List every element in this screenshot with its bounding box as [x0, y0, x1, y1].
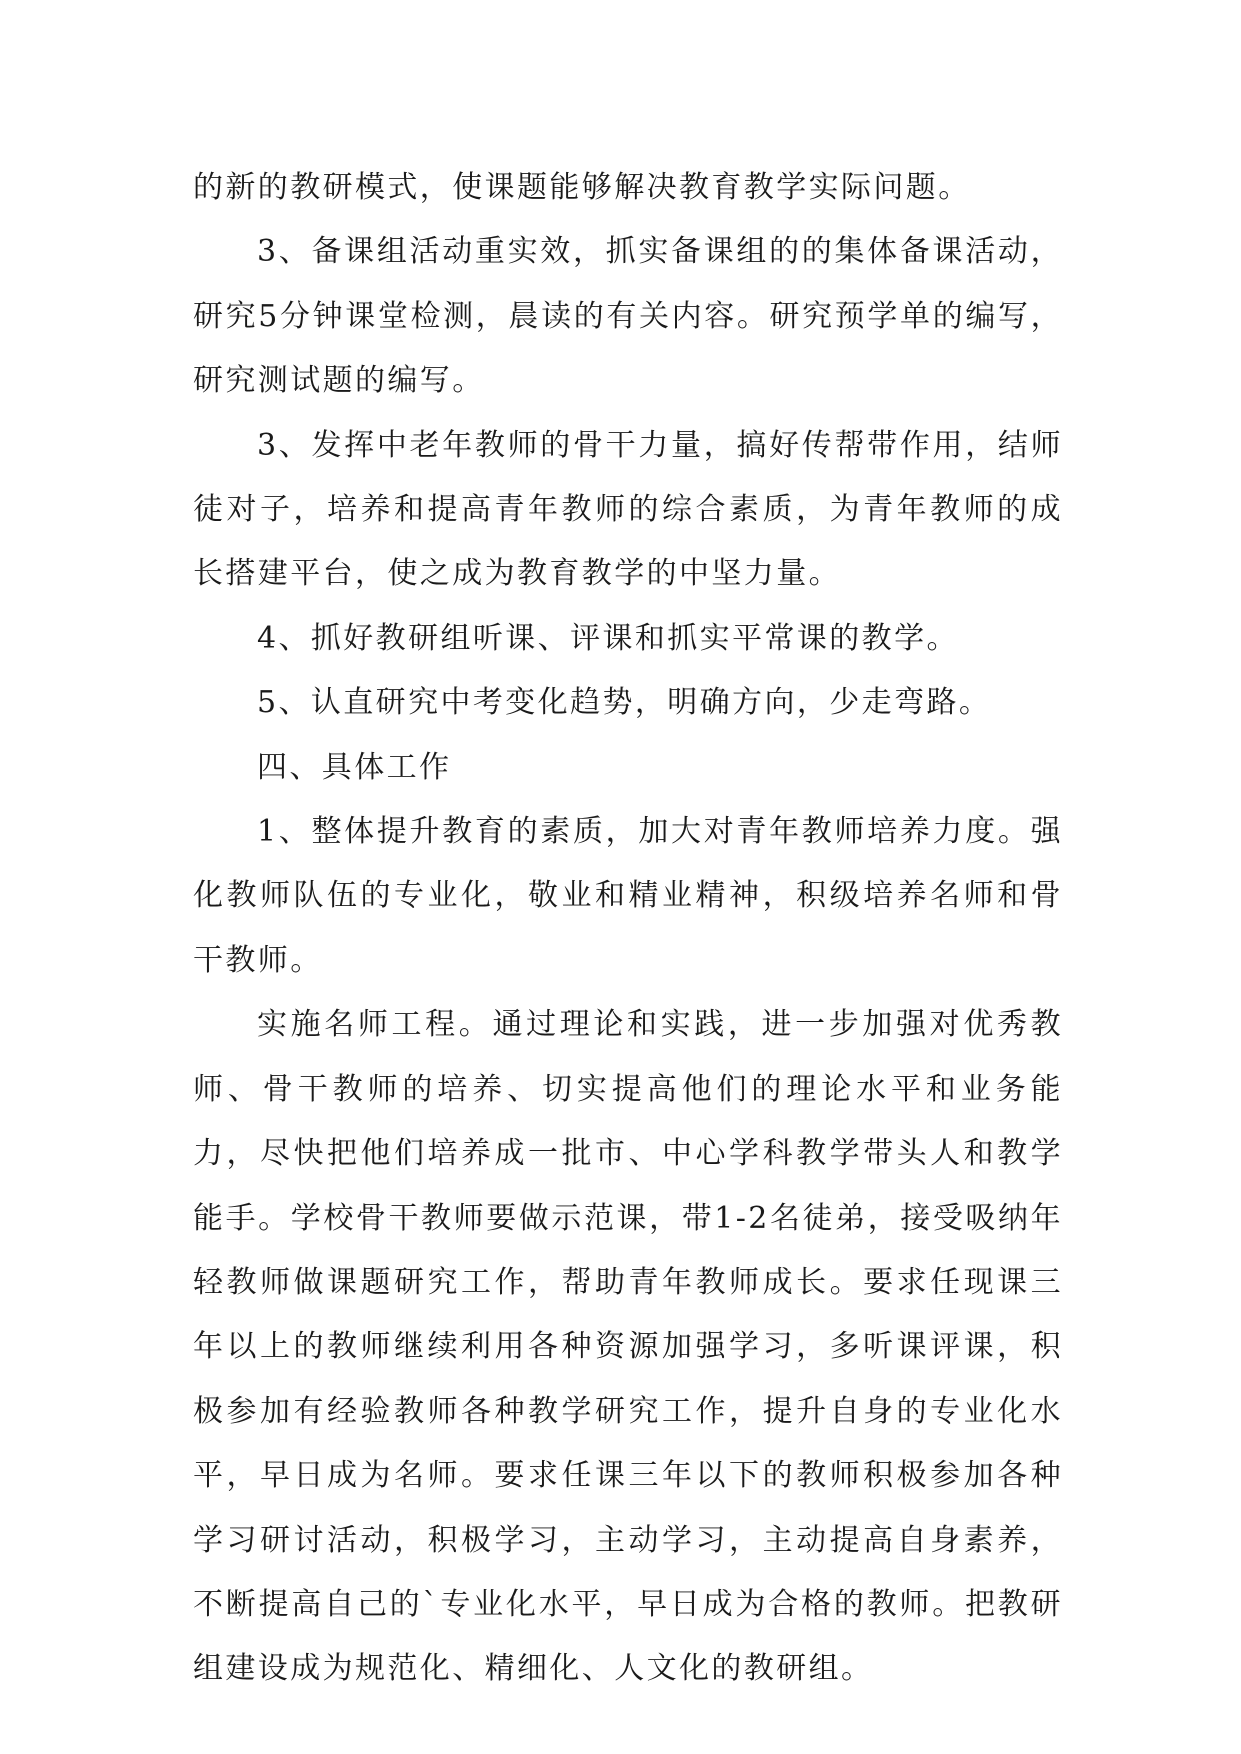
- section-heading-specific-work: 四、具体工作: [257, 749, 452, 785]
- paragraph-quality: 1、整体提升教育的素质，加大对青年教师培养力度。强化教师队伍的专业化，敬业和精业精神，积级培养名师和骨干教师。: [193, 814, 1063, 978]
- document-body: [193, 156, 1063, 1702]
- paragraph-continuation: 的新的教研模式，使课题能够解决教育教学实际问题。: [193, 170, 971, 205]
- paragraph-observation: 4、抓好教研组听课、评课和抓实平常课的教学。: [257, 620, 959, 656]
- paragraph-mentoring: 3、发挥中老年教师的骨干力量，搞好传帮带作用，结师徒对子，培养和提高青年教师的综合素质，为青年教师的成长搭建平台，使之成为教育教学的中坚力量。: [193, 427, 1063, 592]
- paragraph-master-teacher: 实施名师工程。通过理论和实践，进一步加强对优秀教师、骨干教师的培养、切实提高他们的理论水平和业务能力，尽快把他们培养成一批市、中心学科教学带头人和教学能手。学校骨干教师要做示范课，带1-2名徒弟，接受吸纳年轻教师做课题研究工作，帮助青年教师成长。要求任现课三年以上的教师继续利用各种资源加强学习，多听课评课，积极参加有经验教师各种教学研究工作，提升自身的专业化水平，早日成为名师。要求任课三年以下的教师积极参加各种学习研讨活动，积极学习，主动学习，主动提高自身素养，不断提高自己的`专业化水平，早日成为合格的教师。把教研组建设成为规范化、精细化、人文化的教研组。: [193, 1007, 1063, 1687]
- paragraph-exam-trends: 5、认直研究中考变化趋势，明确方向，少走弯路。: [257, 685, 992, 721]
- paragraph-lesson-prep: 3、备课组活动重实效，抓实备课组的的集体备课活动，研究5分钟课堂检测，晨读的有关内容。研究预学单的编写，研究测试题的编写。: [193, 234, 1063, 399]
